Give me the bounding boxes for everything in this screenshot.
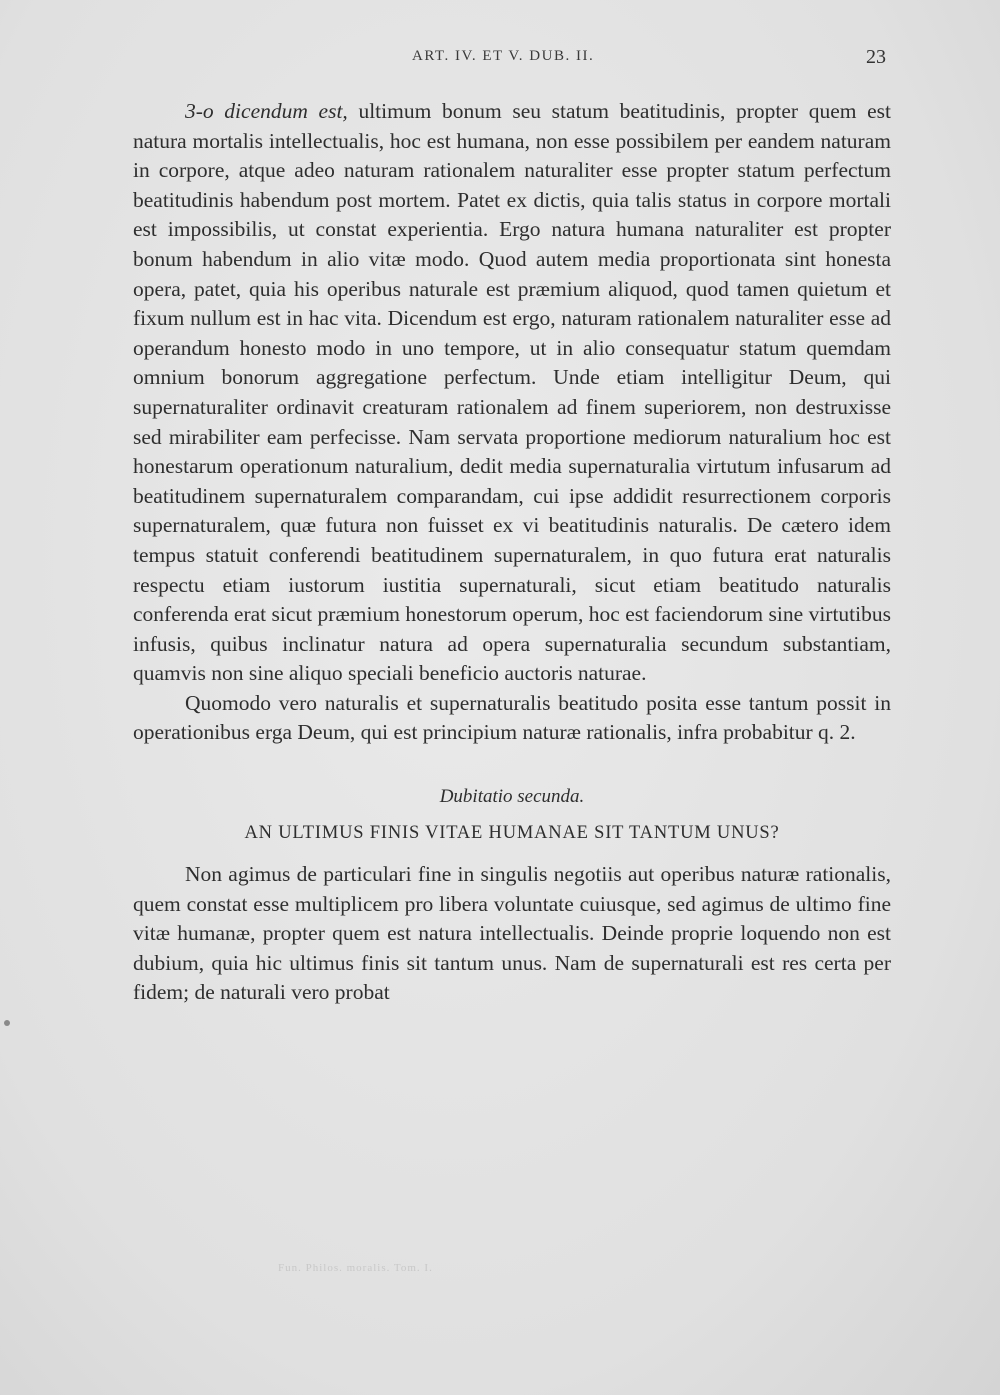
running-header	[0, 48, 1000, 76]
body-text	[133, 97, 891, 1008]
spacer	[133, 848, 891, 860]
footer-signature: Fun. Philos. moralis. Tom. I.	[278, 1262, 433, 1274]
running-title: ART. IV. ET V. DUB. II.	[412, 48, 595, 64]
paragraph-1	[133, 97, 891, 689]
section-title: Dubitatio secunda.	[439, 786, 585, 808]
page-number: 23	[866, 46, 886, 68]
margin-speck	[4, 1020, 10, 1026]
paragraph-2: Quomodo vero naturalis et supernaturalis beatitudo posita esse tantum possit in operationibus erga Deum, qui est principium naturæ rationalis, infra probabitur q. 2.	[133, 690, 891, 745]
section-question: AN ULTIMUS FINIS VITAE HUMANAE SIT TANTUM UNUS?	[244, 823, 780, 844]
paragraph-3: Non agimus de particulari fine in singulis negotiis aut operibus naturæ rationalis, quem constat esse multiplicem pro libera voluntate cuiusque, sed agimus de ultimo fine vitæ humanæ, propter quem est natura intellectualis. Deinde proprie loquendo non est dubium, quia hic ultimus finis sit tantum unus. Nam de supernaturali est res certa per fidem; de naturali vero probat	[133, 862, 891, 1005]
paragraph-1-lead: 3-o dicendum est,	[185, 99, 348, 123]
paragraph-1-text: ultimum bonum seu statum beatitudinis, propter quem est natura mortalis intellectualis, hoc est humana, non esse possibilem per eandem naturam in corpore, atque adeo naturam rationalem naturaliter esse propter statum perfectum beatitudinis habendum post mortem. Patet ex dictis, quia talis status in corpore mortali est impossibilis, ut constat experientia. Ergo natura humana naturaliter est propter bonum habendum in alio vitæ modo. Quod autem media proportionata sint honesta opera, patet, quia his operibus naturale est præmium aliquod, quod tamen quietum et fixum nullum est in hac vita. Dicendum est ergo, naturam rationalem naturaliter esse ad operandum honesto modo in uno tempore, ut in alio consequatur statum quemdam omnium bonorum aggregatione perfectum. Unde etiam intelligitur Deum, qui supernaturaliter ordinavit creaturam rationalem ad finem superiorem, non destruxisse sed mirabiliter eam perfecisse. Nam servata proportione mediorum naturalium hoc est honestarum operationum naturalium, dedit media supernaturalia virtutum infusarum ad beatitudinem supernaturalem comparandam, cui ipse addidit resurrectionem corporis supernaturalem, quæ futura non fuisset ex vi beatitudinis naturalis. De cætero idem tempus statuit conferendi beatitudinem supernaturalem, in quo futura erat naturalis respectu etiam iustorum iustitia supernaturali, sicut etiam beatitudo naturalis conferenda erat sicut præmium honestorum operum, hoc est faciendorum sine virtutibus infusis, quibus inclinatur natura ad opera supernaturalia secundum substantiam, quamvis non sine aliquo speciali beneficio auctoris naturae.	[133, 99, 891, 686]
